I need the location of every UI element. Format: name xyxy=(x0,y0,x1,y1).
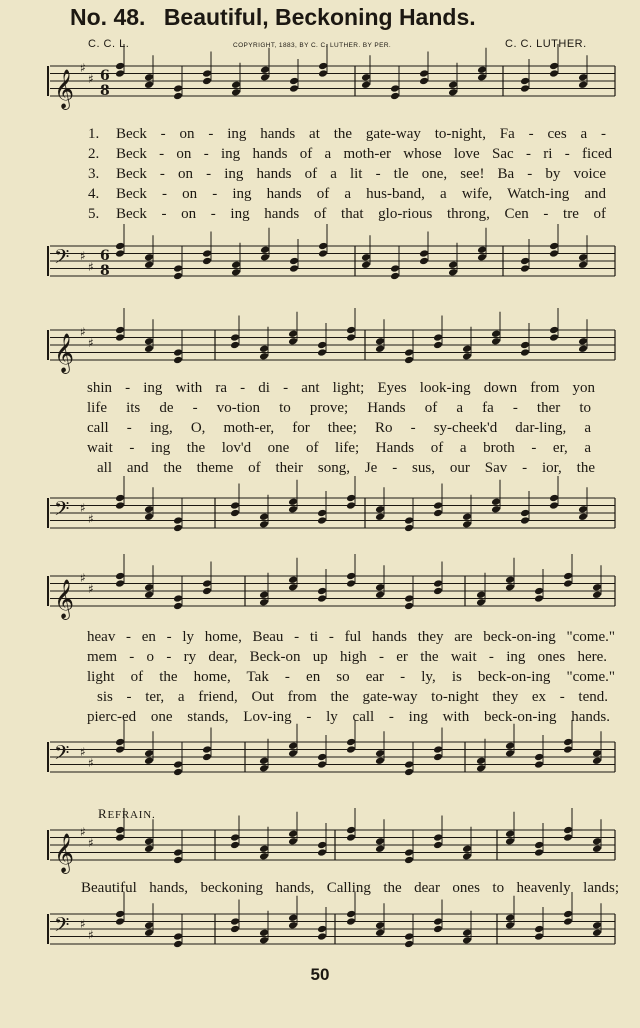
page-number: 50 xyxy=(310,965,330,984)
svg-text:𝄞: 𝄞 xyxy=(54,579,75,619)
lyric-line: 4. Beck - on - ing hands of a hus-band, a wife, Watch-ing and xyxy=(88,186,606,202)
svg-text:♯: ♯ xyxy=(88,582,94,596)
treble-staff-1 xyxy=(0,61,640,109)
svg-text:♯: ♯ xyxy=(80,501,86,515)
lyric-line: 5. Beck - on - ing hands of that glo-rious throng, Cen - tre of xyxy=(88,206,606,222)
lyric-line: 1. Beck - on - ing hands at the gate-way to-night, Fa - ces a - xyxy=(88,126,606,142)
hymn-number: No. 48. xyxy=(70,4,146,30)
svg-text:♯: ♯ xyxy=(80,917,86,931)
lyric-line: light of the home, Tak - en so ear - ly, is beck-on-ing "come." xyxy=(87,669,615,685)
svg-text:𝄞: 𝄞 xyxy=(54,333,75,373)
lyric-line: pierc-ed one stands, Lov-ing - ly call - ing with beck-on-ing hands. xyxy=(87,709,610,725)
svg-text:♯: ♯ xyxy=(88,336,94,350)
lyric-line: sis - ter, a friend, Out from the gate-way to-night they ex - tend. xyxy=(97,689,608,705)
lyric-line: all and the theme of their song, Je - sus, our Sav - ior, the xyxy=(97,460,595,476)
svg-text:♯: ♯ xyxy=(80,249,86,263)
svg-text:6: 6 xyxy=(100,248,110,264)
bass-staff-2 xyxy=(0,494,640,534)
treble-staff-4 xyxy=(0,825,640,873)
svg-text:♯: ♯ xyxy=(80,325,86,339)
lyric-line: 3. Beck - on - ing hands of a lit - tle one, see! Ba - by voice xyxy=(88,166,606,182)
lyric-line: heav - en - ly home, Beau - ti - ful hands they are beck-on-ing "come." xyxy=(87,629,615,645)
svg-text:♯: ♯ xyxy=(80,745,86,759)
lyric-line: mem - o - ry dear, Beck-on up high - er the wait - ing ones here. xyxy=(87,649,607,665)
svg-text:𝄢: 𝄢 xyxy=(54,741,70,769)
hymn-title: Beautiful, Beckoning Hands. xyxy=(163,4,476,30)
svg-text:𝄢: 𝄢 xyxy=(54,245,70,273)
svg-text:𝄞: 𝄞 xyxy=(54,833,75,873)
treble-staff-3 xyxy=(0,571,640,619)
lyric-line: shin - ing with ra - di - ant light; Eyes look-ing down from yon xyxy=(87,380,595,396)
svg-text:𝄢: 𝄢 xyxy=(54,913,70,941)
lyric-line: call - ing, O, moth-er, for thee; Ro - sy-cheek'd dar-ling, a xyxy=(87,420,591,436)
svg-text:♯: ♯ xyxy=(80,571,86,585)
hymn-title-line xyxy=(70,0,630,34)
svg-text:♯: ♯ xyxy=(80,825,86,839)
svg-text:♯: ♯ xyxy=(80,61,86,75)
lyric-line: wait - ing the lov'd one of life; Hands of a broth - er, a xyxy=(87,440,591,456)
refrain-label: REFRAIN. xyxy=(98,806,156,821)
bass-staff-4 xyxy=(0,910,640,950)
svg-text:𝄞: 𝄞 xyxy=(54,69,75,109)
svg-text:♯: ♯ xyxy=(88,512,94,526)
treble-staff-2 xyxy=(0,325,640,373)
svg-text:♯: ♯ xyxy=(88,928,94,942)
svg-text:♯: ♯ xyxy=(88,836,94,850)
bass-staff-1 xyxy=(0,242,640,282)
svg-text:𝄢: 𝄢 xyxy=(54,497,70,525)
svg-text:♯: ♯ xyxy=(88,72,94,86)
lyric-line: 2. Beck - on - ing hands of a moth-er whose love Sac - ri - ficed xyxy=(88,146,612,162)
copyright-notice: COPYRIGHT, 1883, BY C. C. LUTHER. BY PER. xyxy=(233,42,392,49)
bass-staff-3 xyxy=(0,738,640,778)
composer-credit: C. C. LUTHER. xyxy=(505,38,587,50)
svg-text:8: 8 xyxy=(100,263,110,279)
lyric-line: life its de - vo-tion to prove; Hands of a fa - ther to xyxy=(87,400,591,416)
svg-text:8: 8 xyxy=(100,83,110,99)
svg-text:♯: ♯ xyxy=(88,756,94,770)
refrain-lyric-line: Beautiful hands, beckoning hands, Calling the dear ones to heavenly lands; xyxy=(81,880,619,896)
lyricist-credit: C. C. L. xyxy=(88,38,130,50)
svg-text:♯: ♯ xyxy=(88,260,94,274)
svg-text:6: 6 xyxy=(100,68,110,84)
